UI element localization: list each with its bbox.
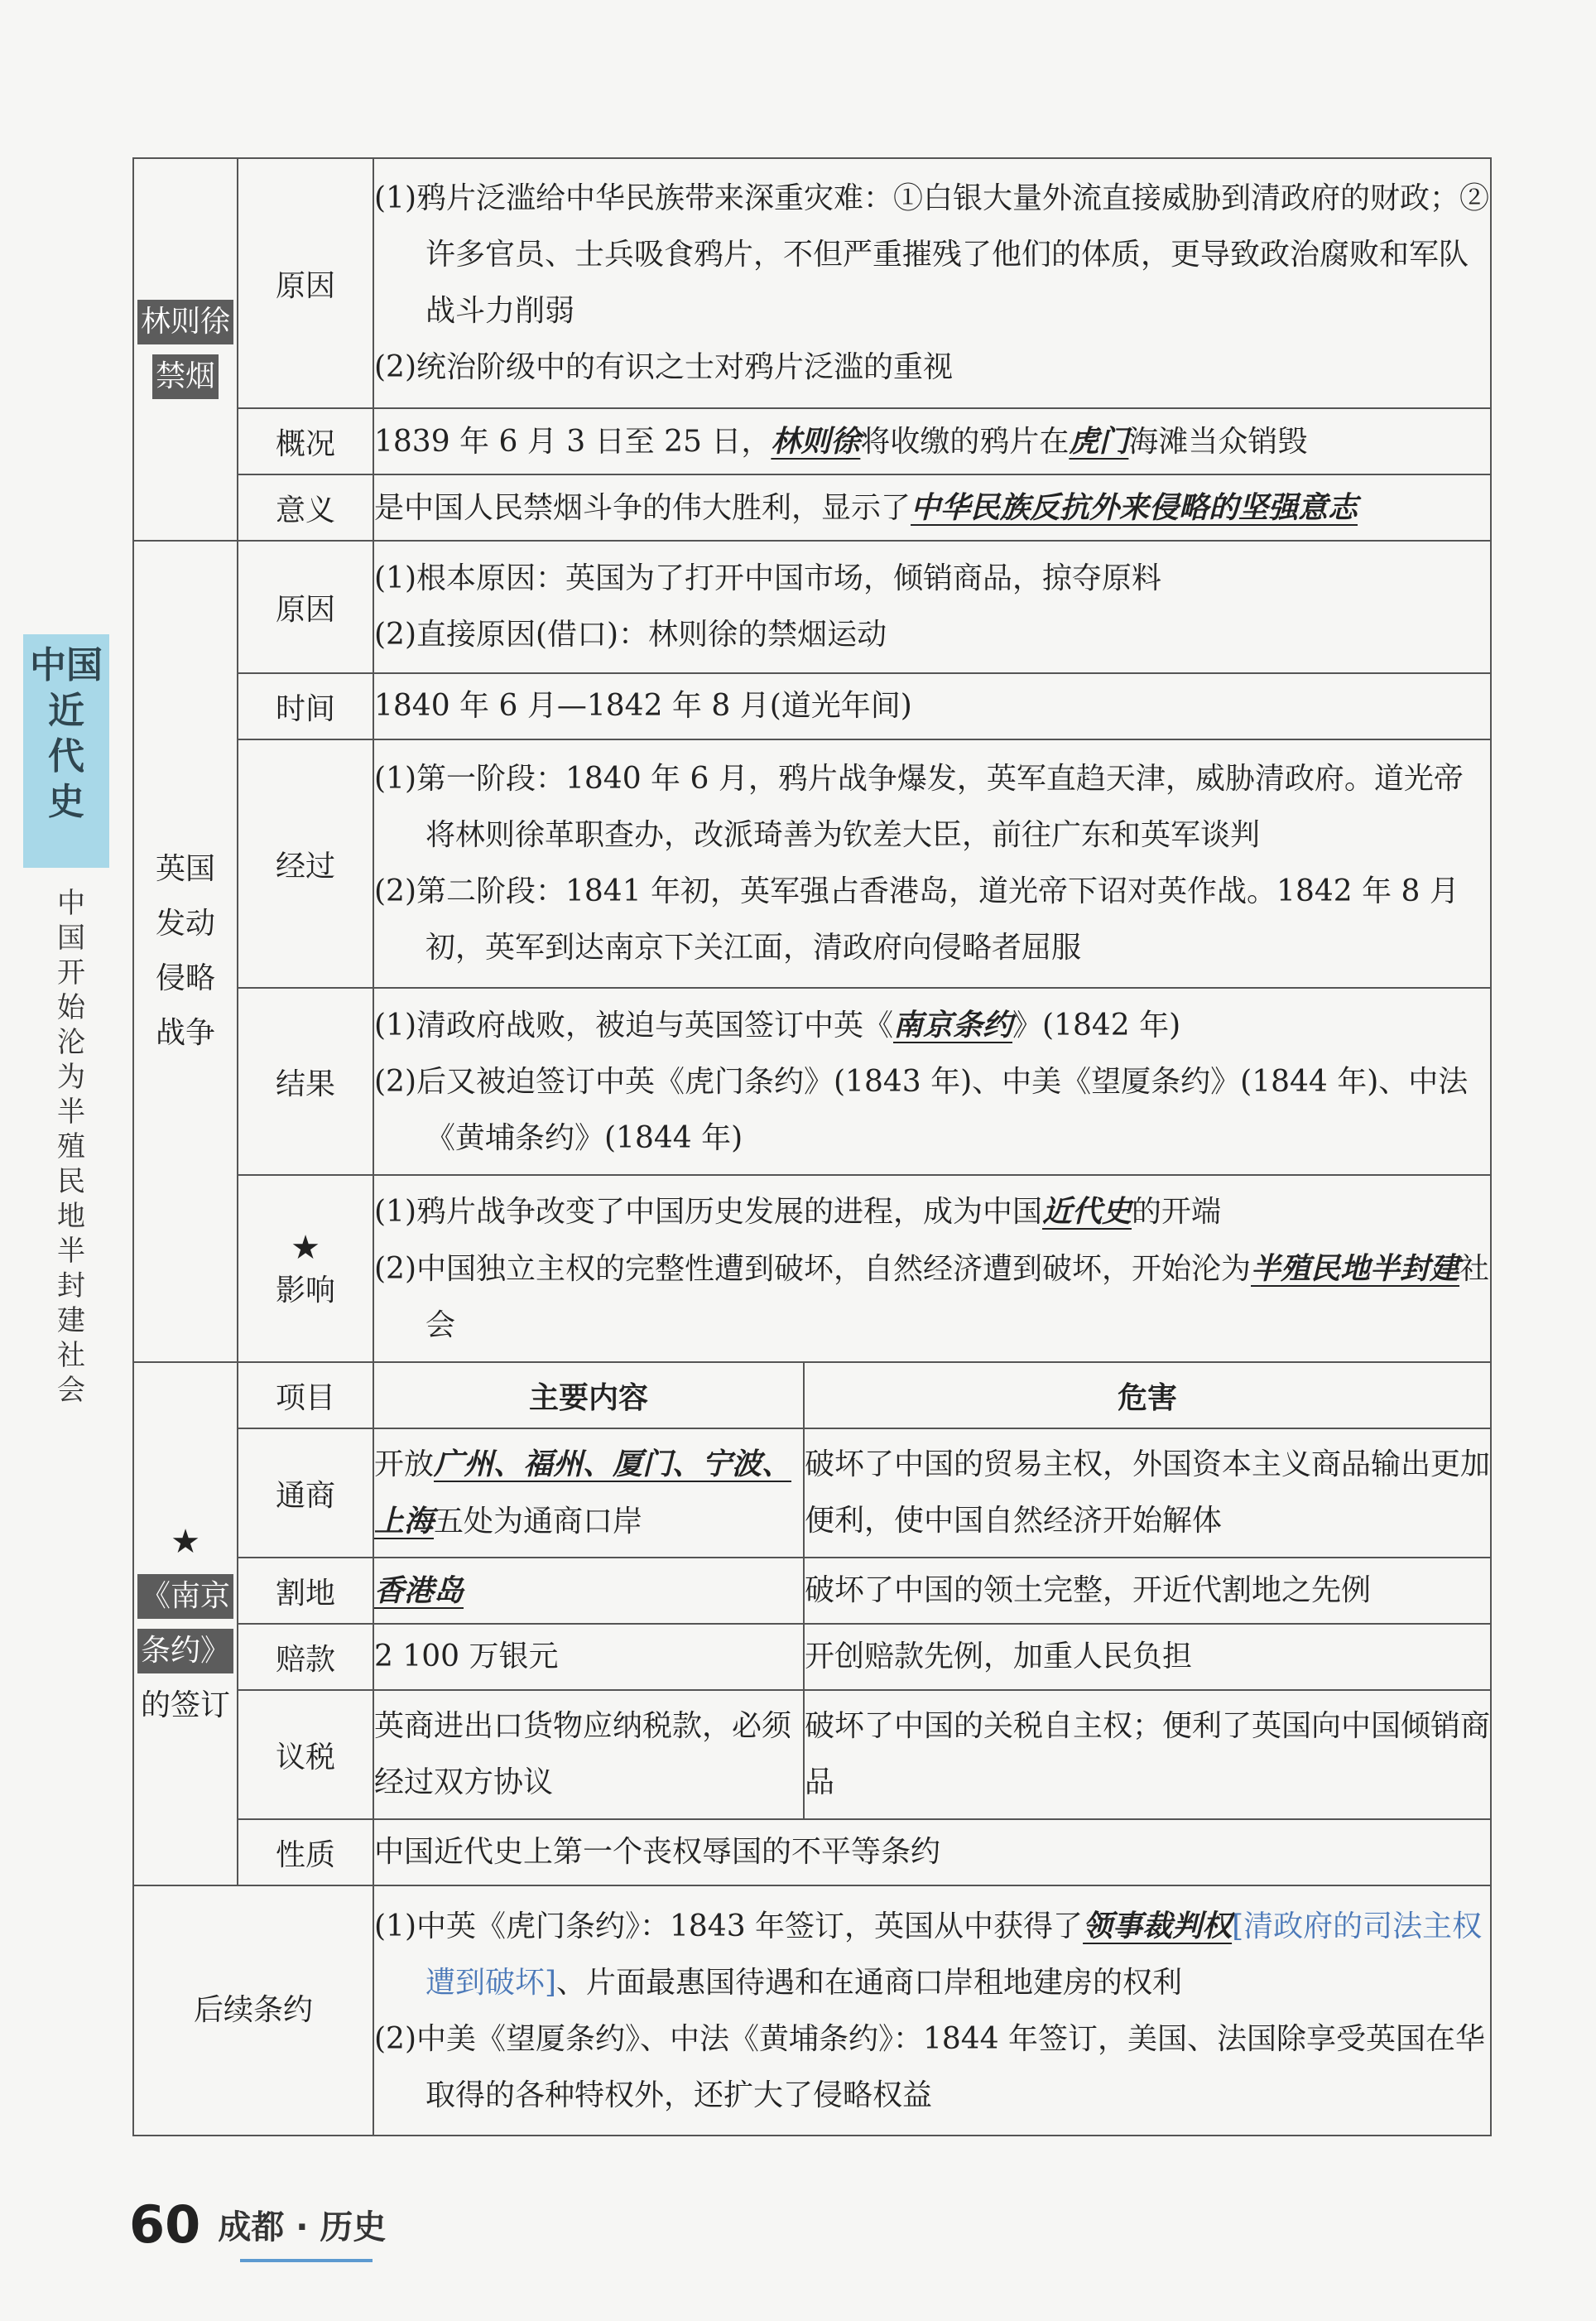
war-impact-1c: 的开端	[1132, 1195, 1222, 1229]
treaty-header-harm: 危害	[804, 1362, 1491, 1428]
lin-cause-label: 原因	[238, 158, 373, 408]
chapter-tab-line2: 近代史	[48, 690, 84, 823]
followup-2: (2)中美《望厦条约》、中法《黄埔条约》：1844 年签订，美国、法国除享受英国在华取得的各种特权外，还扩大了侵略权益	[374, 2021, 1486, 2112]
treaty-nature-label: 性质	[238, 1819, 373, 1885]
war-cause-content	[373, 541, 1491, 673]
lin-meaning-b: 中华民族反抗外来侵略的坚强意志	[911, 489, 1358, 525]
group-war-4: 战争	[155, 1016, 215, 1050]
war-impact-1b: 近代史	[1042, 1194, 1132, 1229]
war-impact-2a: (2)中国独立主权的完整性遭到破坏，自然经济遭到破坏，开始沦为	[374, 1252, 1251, 1286]
war-process-content	[373, 739, 1491, 988]
treaty-cede-label: 割地	[238, 1558, 373, 1624]
summary-table	[132, 157, 1492, 2136]
treaty-trade-a: 开放	[374, 1447, 435, 1481]
footer-underline	[240, 2259, 373, 2262]
group-treaty-title1: 《南京	[137, 1574, 233, 1619]
treaty-cede-harm: 破坏了中国的领土完整，开近代割地之先例	[804, 1558, 1491, 1624]
treaty-indemnity-content: 2 100 万银元	[373, 1624, 804, 1690]
followup-1d: 、片面最惠国待遇和在通商口岸租地建房的权利	[556, 1965, 1183, 2000]
treaty-trade-harm: 破坏了中国的贸易主权，外国资本主义商品输出更加便利，使中国自然经济开始解体	[804, 1428, 1491, 1558]
treaty-trade-c: 五处为通商口岸	[434, 1505, 643, 1539]
group-war	[133, 541, 238, 1362]
lin-cause-2: (2)统治阶级中的有识之士对鸦片泛滥的重视	[374, 350, 953, 384]
group-lin-line2: 禁烟	[152, 354, 219, 399]
war-impact-content	[373, 1175, 1491, 1362]
treaty-trade-content	[373, 1428, 804, 1558]
treaty-tariff-harm: 破坏了中国的关税自主权；便利了英国向中国倾销商品	[804, 1690, 1491, 1819]
war-impact-1	[374, 1183, 1490, 1240]
war-impact-1a: (1)鸦片战争改变了中国历史发展的进程，成为中国	[374, 1195, 1042, 1229]
lin-overview-b: 林则徐	[771, 423, 861, 459]
group-treaty-title3: 的签订	[140, 1688, 230, 1722]
lin-cause-content	[373, 158, 1491, 408]
section-subtitle: 中国开始沦为半殖民地半封建社会	[57, 887, 85, 1407]
followup-1c: [清政府的司法主权遭到破坏]	[425, 1909, 1483, 2000]
followup-1	[374, 1898, 1490, 2011]
page-number: 60	[129, 2194, 201, 2255]
lin-overview-content	[373, 408, 1491, 474]
treaty-tariff-content: 英商进出口货物应纳税款，必须经过双方协议	[373, 1690, 804, 1819]
war-result-2: (2)后又被迫签订中英《虎门条约》(1843 年)、中美《望厦条约》(1844 年)、中法《黄埔条约》(1844 年)	[374, 1064, 1469, 1155]
lin-cause-1: (1)鸦片泛滥给中华民族带来深重灾难：①白银大量外流直接威胁到清政府的财政；②许多官员、士兵吸食鸦片，不但严重摧残了他们的体质，更导致政治腐败和军队战斗力削弱	[374, 181, 1489, 328]
treaty-cede-value: 香港岛	[374, 1572, 464, 1608]
lin-overview-c: 将收缴的鸦片在	[860, 424, 1070, 459]
page-footer	[129, 2194, 386, 2255]
followup-1a: (1)中英《虎门条约》：1843 年签订，英国从中获得了	[374, 1909, 1084, 1943]
lin-overview-a: 1839 年 6 月 3 日至 25 日，	[374, 424, 772, 459]
war-impact-text: 影响	[275, 1273, 335, 1307]
treaty-nature-content: 中国近代史上第一个丧权辱国的不平等条约	[373, 1819, 1491, 1885]
treaty-tariff-label: 议税	[238, 1690, 373, 1819]
treaty-cede-content	[373, 1558, 804, 1624]
war-cause-1: (1)根本原因：英国为了打开中国市场，倾销商品，掠夺原料	[374, 561, 1161, 595]
treaty-indemnity-label: 赔款	[238, 1624, 373, 1690]
war-cause-label: 原因	[238, 541, 373, 673]
treaty-indemnity-harm: 开创赔款先例，加重人民负担	[804, 1624, 1491, 1690]
lin-meaning-content	[373, 474, 1491, 541]
group-war-2: 发动	[155, 907, 215, 941]
group-treaty-title2: 条约》	[137, 1629, 233, 1673]
group-lin-line1: 林则徐	[137, 300, 233, 344]
lin-overview-label: 概况	[238, 408, 373, 474]
war-process-label: 经过	[238, 739, 373, 988]
lin-overview-d: 虎门	[1069, 423, 1129, 459]
treaty-trade-label: 通商	[238, 1428, 373, 1558]
treaty-trade-b: 广州、福州、厦门、宁波、上海	[374, 1447, 792, 1539]
lin-meaning-label: 意义	[238, 474, 373, 541]
star-icon: ★	[171, 1523, 200, 1561]
war-result-1c: 》(1842 年)	[1012, 1008, 1181, 1043]
war-cause-2: (2)直接原因(借口)：林则徐的禁烟运动	[374, 618, 887, 652]
war-result-1b: 南京条约	[893, 1007, 1013, 1043]
war-impact-label	[238, 1175, 373, 1362]
war-time-label: 时间	[238, 673, 373, 739]
war-result-1	[374, 997, 1490, 1054]
war-process-1: (1)第一阶段：1840 年 6 月，鸦片战争爆发，英军直趋天津，威胁清政府。道光帝将林则徐革职查办，改派琦善为钦差大臣，前往广东和英军谈判	[374, 762, 1464, 852]
group-war-1: 英国	[155, 852, 215, 886]
group-treaty	[133, 1362, 238, 1885]
war-result-1a: (1)清政府战败，被迫与英国签订中英《	[374, 1008, 893, 1043]
treaty-header-item: 项目	[238, 1362, 373, 1428]
war-impact-2	[374, 1240, 1490, 1354]
war-result-content	[373, 988, 1491, 1175]
followup-1b: 领事裁判权	[1083, 1908, 1233, 1943]
star-icon: ★	[291, 1228, 320, 1267]
treaty-header-content: 主要内容	[373, 1362, 804, 1428]
group-lin	[133, 158, 238, 541]
lin-overview-e: 海滩当众销毁	[1128, 424, 1308, 459]
war-impact-2c: 社会	[425, 1252, 1490, 1342]
chapter-tab	[23, 634, 109, 868]
group-war-3: 侵略	[155, 961, 215, 995]
followup-content	[373, 1885, 1491, 2136]
war-process-2: (2)第二阶段：1841 年初，英军强占香港岛，道光帝下诏对英作战。1842 年 8 月初，英军到达南京下关江面，清政府向侵略者屈服	[374, 874, 1459, 965]
war-time-content: 1840 年 6 月—1842 年 8 月(道光年间)	[373, 673, 1491, 739]
followup-label: 后续条约	[133, 1885, 373, 2136]
war-result-label: 结果	[238, 988, 373, 1175]
lin-meaning-a: 是中国人民禁烟斗争的伟大胜利，显示了	[374, 490, 911, 525]
war-impact-2b: 半殖民地半封建	[1251, 1251, 1460, 1286]
footer-region: 成都 · 历史	[218, 2208, 387, 2246]
chapter-tab-line1: 中国	[30, 644, 103, 686]
